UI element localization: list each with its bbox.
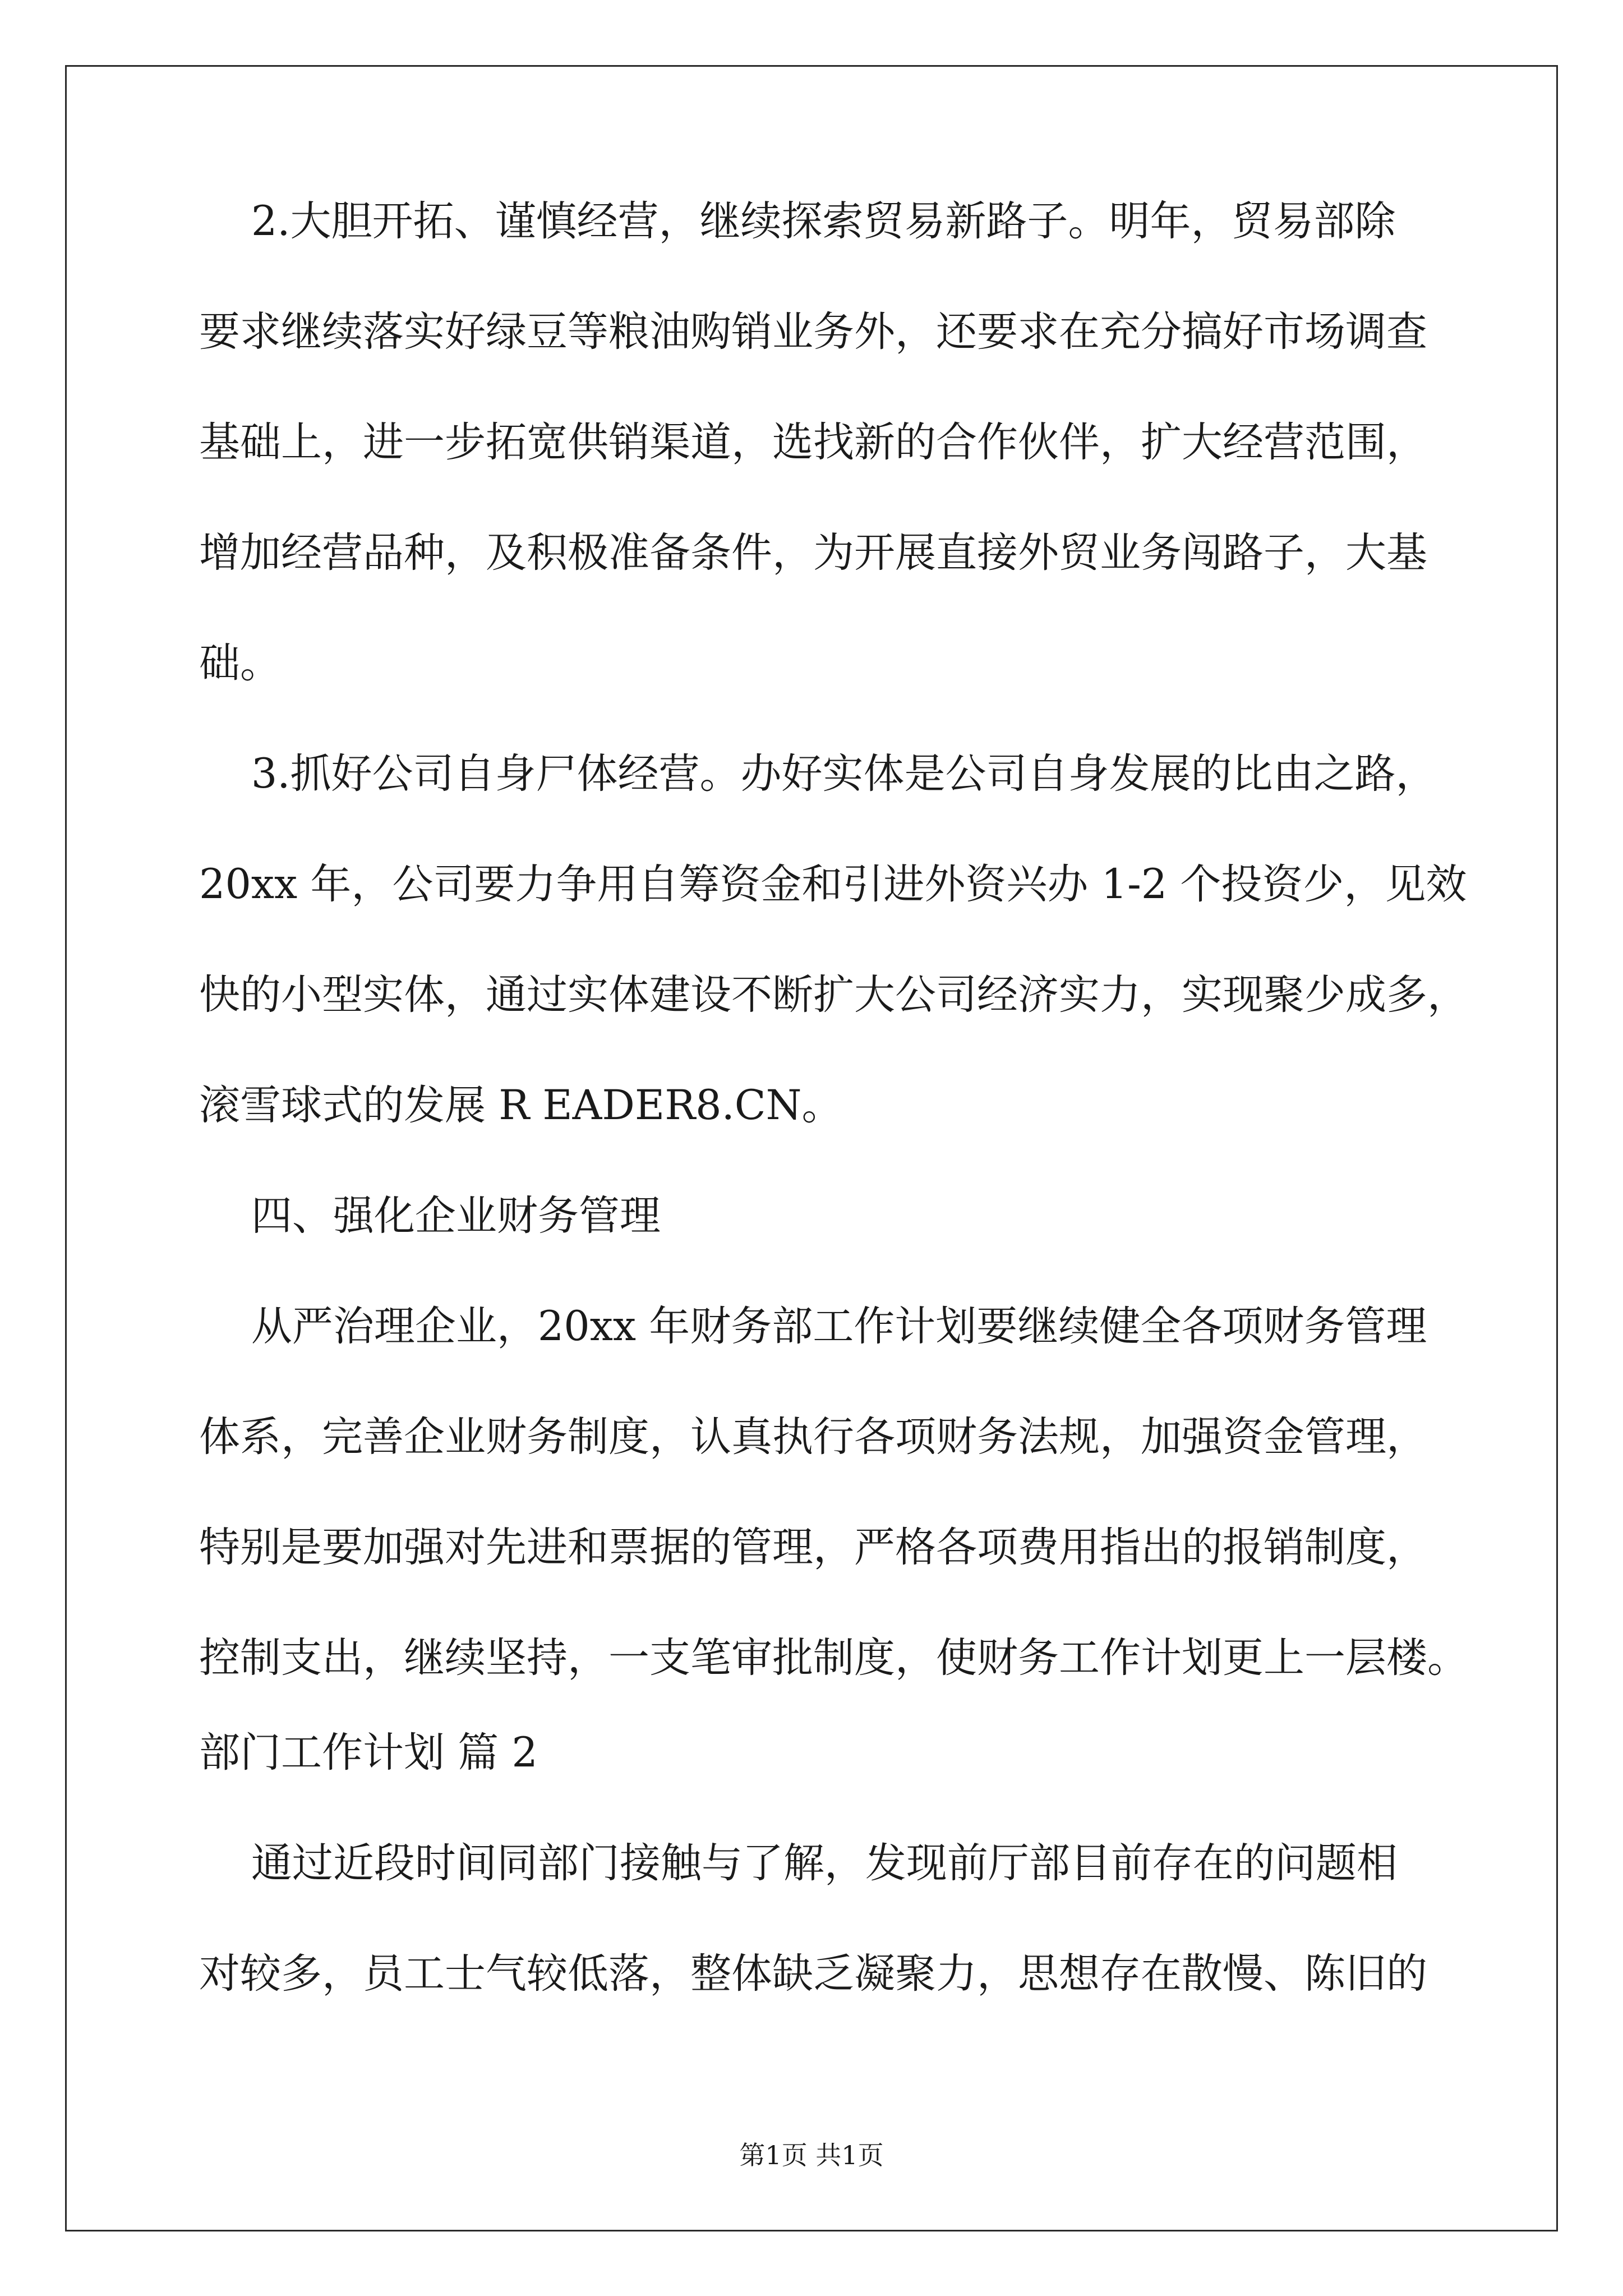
text-line: 体系，完善企业财务制度，认真执行各项财务法规，加强资金管理， <box>199 1413 1427 1461</box>
text-line: 快的小型实体，通过实体建设不断扩大公司经济实力，实现聚少成多， <box>199 971 1468 1019</box>
text-line: 基础上，进一步拓宽供销渠道，选找新的合作伙伴，扩大经营范围， <box>199 418 1427 466</box>
text-line: 要求继续落实好绿豆等粮油购销业务外，还要求在充分搞好市场调查 <box>199 308 1427 356</box>
text-line: 特别是要加强对先进和票据的管理，严格各项费用指出的报销制度， <box>199 1524 1427 1571</box>
page-number-footer: 第1页 共1页 <box>739 2140 884 2170</box>
text-line: 2.大胆开拓、谨慎经营，继续探索贸易新路子。明年，贸易部除 <box>199 197 1396 245</box>
text-line: 3.抓好公司自身尸体经营。办好实体是公司自身发展的比由之路， <box>199 750 1437 798</box>
text-line: 对较多，员工士气较低落，整体缺乏凝聚力，思想存在散慢、陈旧的 <box>199 1950 1427 1998</box>
article-heading: 部门工作计划 篇 2 <box>199 1729 538 1777</box>
text-line: 控制支出，继续坚持，一支笔审批制度，使财务工作计划更上一层楼。 <box>199 1634 1468 1682</box>
text-line: 滚雪球式的发展 R EADER8.CN。 <box>199 1082 843 1129</box>
text-line: 从严治理企业，20xx 年财务部工作计划要继续健全各项财务管理 <box>199 1303 1427 1350</box>
text-line: 增加经营品种，及积极准备条件，为开展直接外贸业务闯路子，大基 <box>199 529 1427 577</box>
section-heading: 四、强化企业财务管理 <box>199 1192 661 1240</box>
page-border <box>65 65 1558 2231</box>
text-line: 础。 <box>199 639 281 687</box>
text-line: 通过近段时间同部门接触与了解，发现前厅部目前存在的问题相 <box>199 1839 1398 1887</box>
text-line: 20xx 年，公司要力争用自筹资金和引进外资兴办 1-2 个投资少，见效 <box>199 861 1467 908</box>
